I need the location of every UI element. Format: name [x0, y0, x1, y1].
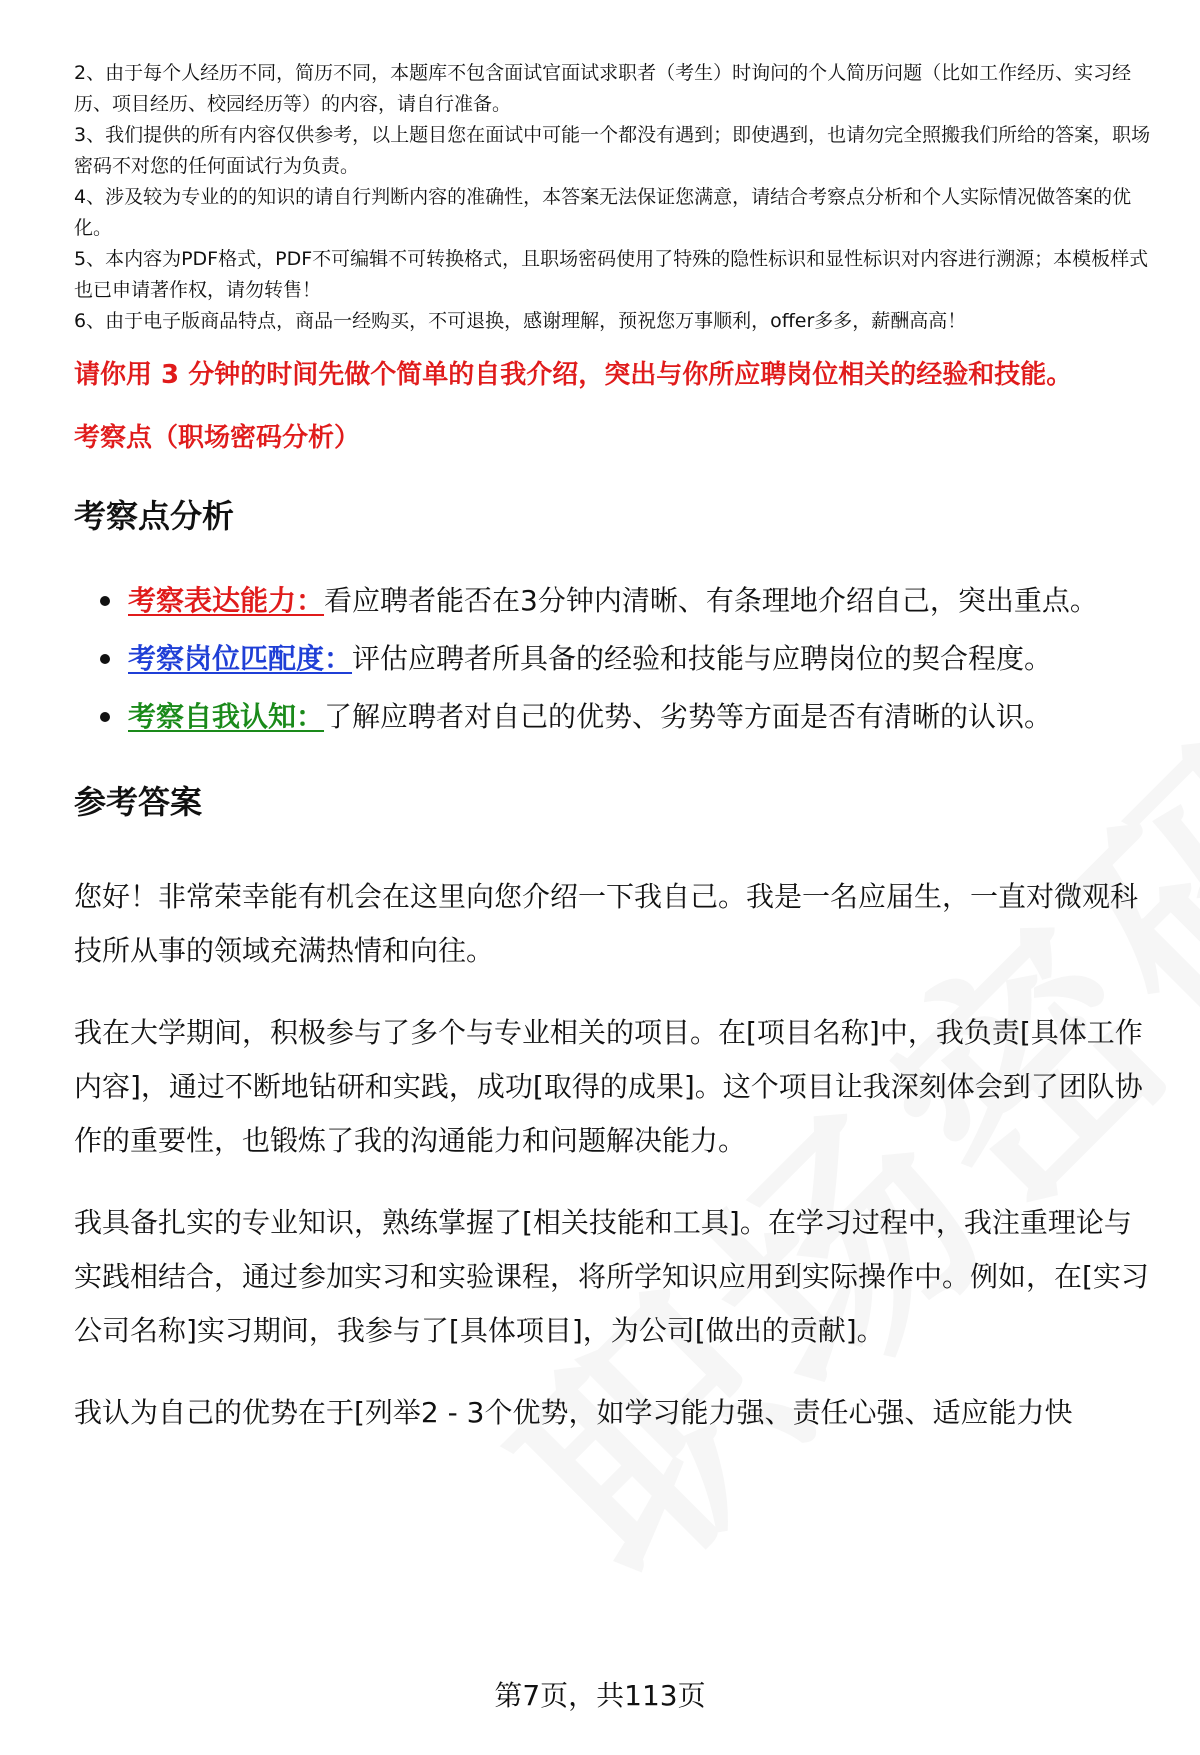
bullet-dot-icon — [100, 654, 110, 664]
analysis-item — [74, 572, 1154, 630]
answer-paragraph: 我具备扎实的专业知识，熟练掌握了[相关技能和工具]。在学习过程中，我注重理论与实践相结合，通过参加实习和实验课程，将所学知识应用到实际操作中。例如，在[实习公司名称]实习期间，我参与了[具体项目]，为公司[做出的贡献]。 — [74, 1206, 1149, 1347]
page-content — [74, 58, 1154, 1440]
analysis-label: 考察岗位匹配度： — [128, 642, 353, 675]
note-item: 3、我们提供的所有内容仅供参考，以上题目您在面试中可能一个都没有遇到；即使遇到，也请勿完全照搬我们所给的答案，职场密码不对您的任何面试行为负责。 — [74, 124, 1151, 177]
note-item: 4、涉及较为专业的的知识的请自行判断内容的准确性，本答案无法保证您满意，请结合考察点分析和个人实际情况做答案的优化。 — [74, 186, 1132, 239]
interview-question: 请你用 3 分钟的时间先做个简单的自我介绍，突出与你所应聘岗位相关的经验和技能。 — [74, 360, 1073, 390]
bullet-dot-icon — [100, 596, 110, 606]
answer-paragraph: 我在大学期间，积极参与了多个与专业相关的项目。在[项目名称]中，我负责[具体工作内容]，通过不断地钻研和实践，成功[取得的成果]。这个项目让我深刻体会到了团队协作的重要性，也锻炼了我的沟通能力和问题解决能力。 — [74, 1016, 1143, 1157]
analysis-label: 考察表达能力： — [128, 584, 325, 617]
analysis-item — [74, 630, 1154, 688]
note-item: 6、由于电子版商品特点，商品一经购买，不可退换，感谢理解，预祝您万事顺利，offer多多，薪酬高高！ — [74, 310, 967, 332]
note-item: 2、由于每个人经历不同，简历不同，本题库不包含面试官面试求职者（考生）时询问的个人简历问题（比如工作经历、实习经历、项目经历、校园经历等）的内容，请自行准备。 — [74, 62, 1132, 115]
analysis-item — [74, 688, 1154, 746]
note-item: 5、本内容为PDF格式，PDF不可编辑不可转换格式，且职场密码使用了特殊的隐性标识和显性标识对内容进行溯源；本模板样式也已申请著作权，请勿转售！ — [74, 248, 1149, 301]
answer-title: 参考答案 — [74, 783, 203, 821]
analysis-text: 看应聘者能否在3分钟内清晰、有条理地介绍自己，突出重点。 — [324, 584, 1098, 617]
answer-paragraph: 我认为自己的优势在于[列举2 - 3个优势，如学习能力强、责任心强、适应能力快 — [74, 1396, 1073, 1429]
analysis-text: 评估应聘者所具备的经验和技能与应聘岗位的契合程度。 — [352, 642, 1053, 675]
answer-paragraph: 您好！非常荣幸能有机会在这里向您介绍一下我自己。我是一名应届生，一直对微观科技所从事的领域充满热情和向往。 — [74, 880, 1139, 967]
bullet-dot-icon — [100, 712, 110, 722]
analysis-text: 了解应聘者对自己的优势、劣势等方面是否有清晰的认识。 — [324, 700, 1053, 733]
notes-list — [74, 58, 1154, 337]
analysis-label: 考察自我认知： — [128, 700, 325, 733]
key-points-heading: 考察点（职场密码分析） — [74, 423, 361, 453]
analysis-list — [74, 572, 1154, 746]
analysis-title: 考察点分析 — [74, 497, 235, 535]
page-number: 第7页，共113页 — [494, 1679, 706, 1712]
